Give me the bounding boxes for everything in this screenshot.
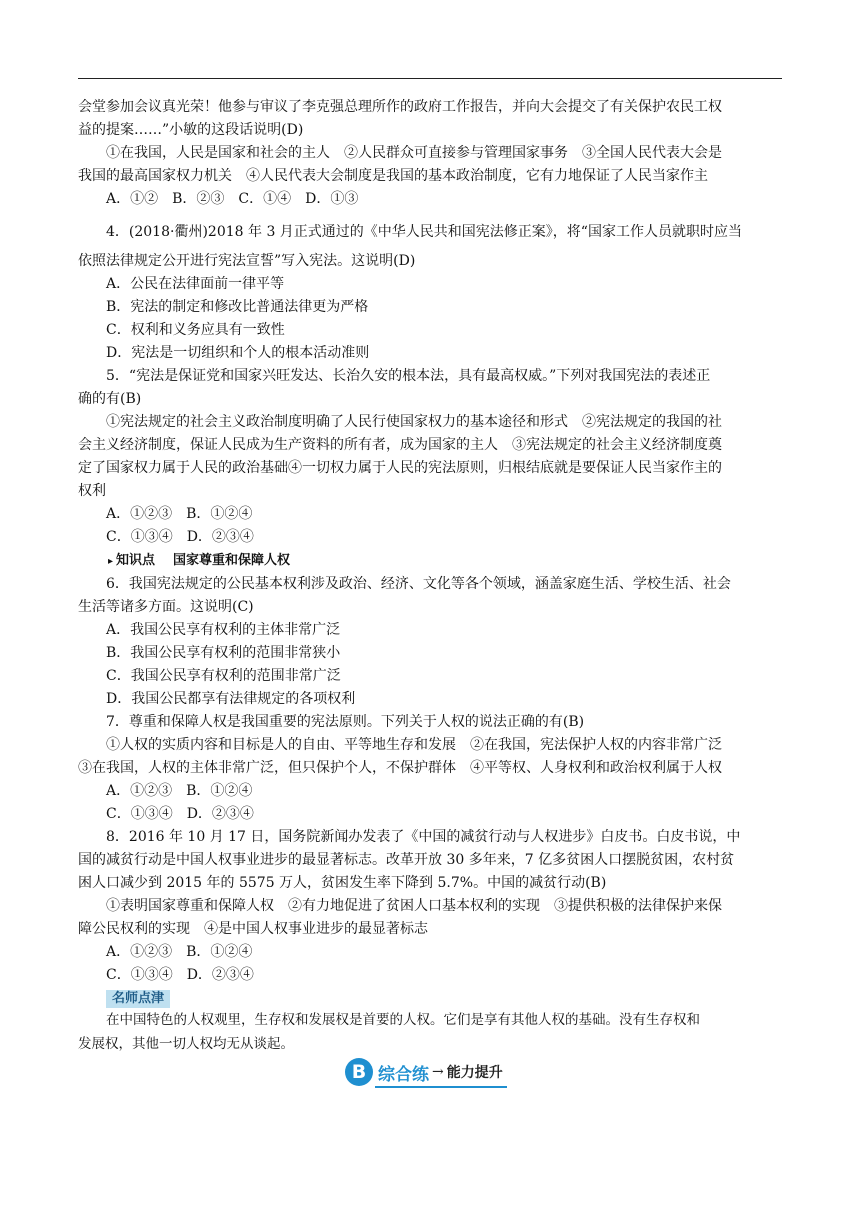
answer-options: A．①②③ B．①②④ bbox=[106, 944, 253, 960]
statement-line: 权利 bbox=[78, 483, 106, 499]
answer-options: C．①③④ D．②③④ bbox=[106, 806, 254, 822]
question-6-stem: 6．我国宪法规定的公民基本权利涉及政治、经济、文化等各个领域，涵盖家庭生活、学校生活、社会 bbox=[106, 576, 731, 592]
option-c: C．权利和义务应具有一致性 bbox=[106, 322, 285, 338]
knowledge-point-label: 知识点 bbox=[116, 553, 156, 568]
statement-line: ①宪法规定的社会主义政治制度明确了人民行使国家权力的基本途径和形式 ②宪法规定的我国的社 bbox=[106, 414, 722, 430]
answer-options: A．①② B．②③ C．①④ D．①③ bbox=[106, 191, 359, 207]
option-c: C．我国公民享有权利的范围非常广泛 bbox=[106, 668, 341, 684]
section-banner bbox=[345, 1055, 503, 1089]
section-subtitle: 能力提升 bbox=[446, 1065, 503, 1081]
question-8-stem: 困人口减少到 2015 年的 5575 万人，贫困发生率下降到 5.7%。中国的减贫行动(B) bbox=[78, 875, 607, 891]
option-b: B．我国公民享有权利的范围非常狭小 bbox=[106, 645, 341, 661]
statement-line: 会主义经济制度，保证人民成为生产资料的所有者，成为国家的主人 ③宪法规定的社会主义经济制度奠 bbox=[78, 437, 722, 453]
section-letter-icon: B bbox=[345, 1058, 373, 1086]
statement-line: ①在我国，人民是国家和社会的主人 ②人民群众可直接参与管理国家事务 ③全国人民代表大会是 bbox=[106, 145, 722, 161]
text-line: 会堂参加会议真光荣！他参与审议了李克强总理所作的政府工作报告，并向大会提交了有关保护农民工权 bbox=[78, 99, 722, 115]
text-line: 益的提案……”小敏的这段话说明(D) bbox=[78, 122, 304, 138]
answer-options: A．①②③ B．①②④ bbox=[106, 506, 253, 522]
arrow-icon: → bbox=[432, 1064, 444, 1080]
section-title: 综合练 bbox=[378, 1064, 429, 1085]
statement-line: 定了国家权力属于人民的政治基础④一切权力属于人民的宪法原则，归根结底就是要保证人民当家作主的 bbox=[78, 460, 722, 476]
option-a: A．我国公民享有权利的主体非常广泛 bbox=[106, 622, 341, 638]
answer-options: A．①②③ B．①②④ bbox=[106, 783, 253, 799]
banner-underline bbox=[375, 1086, 507, 1088]
question-8-stem: 8．2016 年 10 月 17 日，国务院新闻办发表了《中国的减贫行动与人权进步》白皮书。白皮书说，中 bbox=[106, 829, 741, 845]
statement-line: ③在我国，人权的主体非常广泛，但只保护个人，不保护群体 ④平等权、人身权利和政治权利属于人权 bbox=[78, 760, 722, 776]
option-d: D．我国公民都享有法律规定的各项权利 bbox=[106, 691, 356, 707]
option-b: B．宪法的制定和修改比普通法律更为严格 bbox=[106, 299, 369, 315]
answer-options: C．①③④ D．②③④ bbox=[106, 529, 254, 545]
answer-options: C．①③④ D．②③④ bbox=[106, 967, 254, 983]
question-7-stem: 7．尊重和保障人权是我国重要的宪法原则。下列关于人权的说法正确的有(B) bbox=[106, 714, 585, 730]
knowledge-point-title: 国家尊重和保障人权 bbox=[173, 553, 291, 568]
question-8-stem: 国的减贫行动是中国人权事业进步的最显著标志。改革开放 30 多年来，7 亿多贫困人口摆脱贫困，农村贫 bbox=[78, 852, 735, 868]
header-rule bbox=[78, 78, 782, 79]
question-4-stem: 4．(2018·衢州)2018 年 3 月正式通过的《中华人民共和国宪法修正案》，将“国家工作人员就职时应当 bbox=[106, 224, 742, 240]
question-4-stem: 依照法律规定公开进行宪法宣誓”写入宪法。这说明(D) bbox=[78, 253, 416, 269]
question-6-stem: 生活等诸多方面。这说明(C) bbox=[78, 599, 254, 615]
question-5-stem: 确的有(B) bbox=[78, 391, 142, 407]
teacher-tip-text: 在中国特色的人权观里，生存权和发展权是首要的人权。它们是享有其他人权的基础。没有生存权和 bbox=[106, 1012, 700, 1028]
statement-line: 我国的最高国家权力机关 ④人民代表大会制度是我国的基本政治制度，它有力地保证了人民当家作主 bbox=[78, 168, 708, 184]
teacher-tip-badge: 名师点津 bbox=[106, 990, 170, 1008]
knowledge-point-heading bbox=[78, 549, 782, 573]
statement-line: ①人权的实质内容和目标是人的自由、平等地生存和发展 ②在我国，宪法保护人权的内容非常广泛 bbox=[106, 737, 722, 753]
triangle-marker-icon: ▸ bbox=[108, 556, 114, 567]
document-body bbox=[78, 96, 782, 1056]
option-d: D．宪法是一切组织和个人的根本活动准则 bbox=[106, 345, 370, 361]
question-5-stem: 5．“宪法是保证党和国家兴旺发达、长治久安的根本法，具有最高权威。”下列对我国宪法的表述正 bbox=[106, 368, 711, 384]
statement-line: ①表明国家尊重和保障人权 ②有力地促进了贫困人口基本权利的实现 ③提供积极的法律保护来保 bbox=[106, 898, 722, 914]
statement-line: 障公民权利的实现 ④是中国人权事业进步的最显著标志 bbox=[78, 921, 428, 937]
teacher-tip-text: 发展权，其他一切人权均无从谈起。 bbox=[78, 1036, 294, 1052]
option-a: A．公民在法律面前一律平等 bbox=[106, 276, 285, 292]
